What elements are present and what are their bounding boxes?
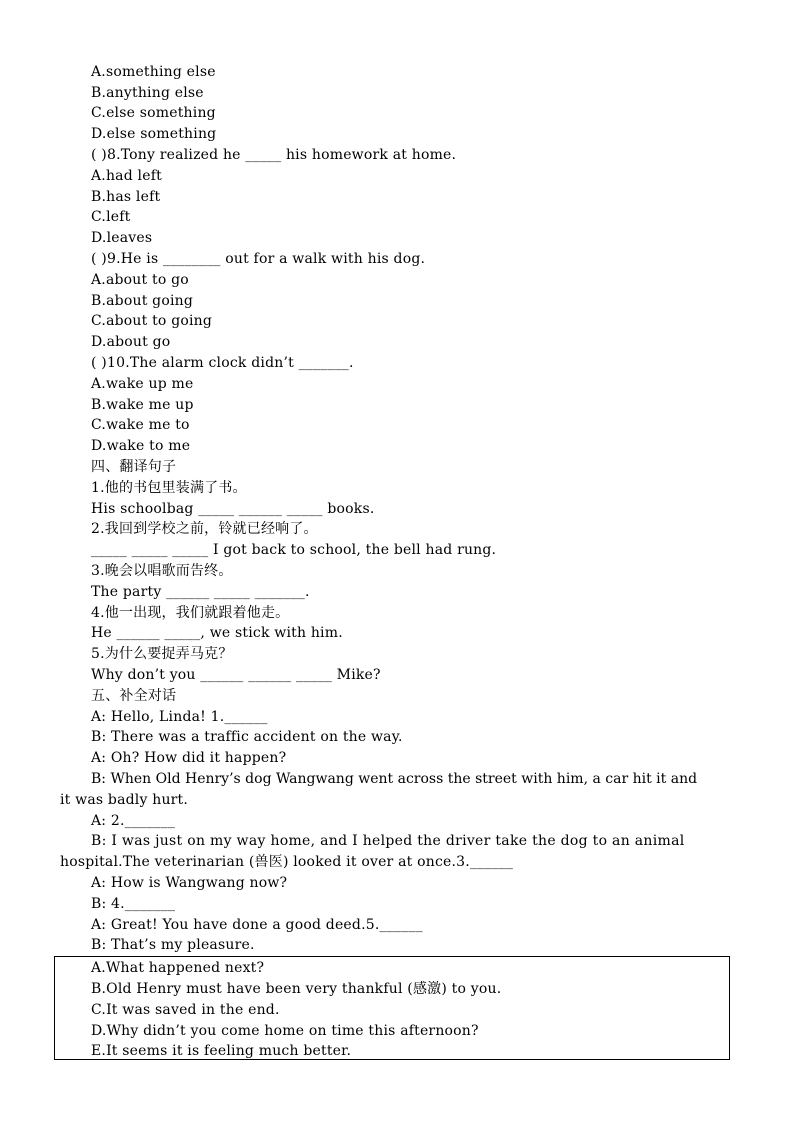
section5-heading: 五、补全对话 <box>91 688 177 704</box>
q10-option-d: D.wake to me <box>91 438 191 454</box>
q9-question: ( )9.He is ________ out for a walk with his dog. <box>91 251 426 267</box>
q7-option-a: A.something else <box>91 64 216 80</box>
q7-option-b: B.anything else <box>91 85 204 101</box>
dialogue-line-10: B: That’s my pleasure. <box>91 937 255 953</box>
translate-2-english: _____ _____ _____ I got back to school, the bell had rung. <box>91 542 497 558</box>
translate-1-english: His schoolbag _____ ______ _____ books. <box>91 501 375 517</box>
q7-option-d: D.else something <box>91 126 217 142</box>
q8-question: ( )8.Tony realized he _____ his homework at home. <box>91 147 457 163</box>
translate-3-chinese: 3.晚会以唱歌而告终。 <box>91 563 233 579</box>
choice-a: A.What happened next? <box>91 960 265 976</box>
q10-question: ( )10.The alarm clock didn’t _______. <box>91 355 354 371</box>
dialogue-line-6b: hospital.The veterinarian (兽医) looked it over at once.3.______ <box>60 854 514 870</box>
section4-heading: 四、翻译句子 <box>91 459 177 475</box>
q9-option-d: D.about go <box>91 334 171 350</box>
dialogue-line-5: A: 2._______ <box>91 813 176 829</box>
dialogue-line-3: A: Oh? How did it happen? <box>91 750 287 766</box>
dialogue-line-6a: B: I was just on my way home, and I helped the driver take the dog to an animal <box>91 833 685 849</box>
translate-4-english: He ______ _____, we stick with him. <box>91 625 343 641</box>
q7-option-c: C.else something <box>91 105 216 121</box>
dialogue-line-8: B: 4._______ <box>91 896 176 912</box>
dialogue-line-4a: B: When Old Henry’s dog Wangwang went across the street with him, a car hit it and <box>91 771 698 787</box>
q10-option-c: C.wake me to <box>91 417 190 433</box>
translate-4-chinese: 4.他一出现，我们就跟着他走。 <box>91 605 290 621</box>
choice-b: B.Old Henry must have been very thankful (感激) to you. <box>91 981 502 997</box>
translate-2-chinese: 2.我回到学校之前，铃就已经响了。 <box>91 521 318 537</box>
q9-option-b: B.about going <box>91 293 194 309</box>
choice-e: E.It seems it is feeling much better. <box>91 1043 352 1059</box>
translate-3-english: The party ______ _____ _______. <box>91 584 310 600</box>
q8-option-d: D.leaves <box>91 230 153 246</box>
translate-5-english: Why don’t you ______ ______ _____ Mike? <box>91 667 381 683</box>
translate-1-chinese: 1.他的书包里装满了书。 <box>91 480 247 496</box>
dialogue-line-9: A: Great! You have done a good deed.5.______ <box>91 917 423 933</box>
q10-option-b: B.wake me up <box>91 397 194 413</box>
dialogue-line-1: A: Hello, Linda! 1.______ <box>91 709 268 725</box>
choice-d: D.Why didn’t you come home on time this afternoon? <box>91 1023 479 1039</box>
answer-choices-box <box>54 956 730 1060</box>
dialogue-line-4b: it was badly hurt. <box>60 792 189 808</box>
q10-option-a: A.wake up me <box>91 376 194 392</box>
q8-option-c: C.left <box>91 209 131 225</box>
q9-option-a: A.about to go <box>91 272 189 288</box>
translate-5-chinese: 5.为什么要捉弄马克？ <box>91 646 233 662</box>
q9-option-c: C.about to going <box>91 313 213 329</box>
choice-c: C.It was saved in the end. <box>91 1002 280 1018</box>
q8-option-b: B.has left <box>91 189 161 205</box>
dialogue-line-2: B: There was a traffic accident on the way. <box>91 729 403 745</box>
dialogue-line-7: A: How is Wangwang now? <box>91 875 288 891</box>
q8-option-a: A.had left <box>91 168 162 184</box>
